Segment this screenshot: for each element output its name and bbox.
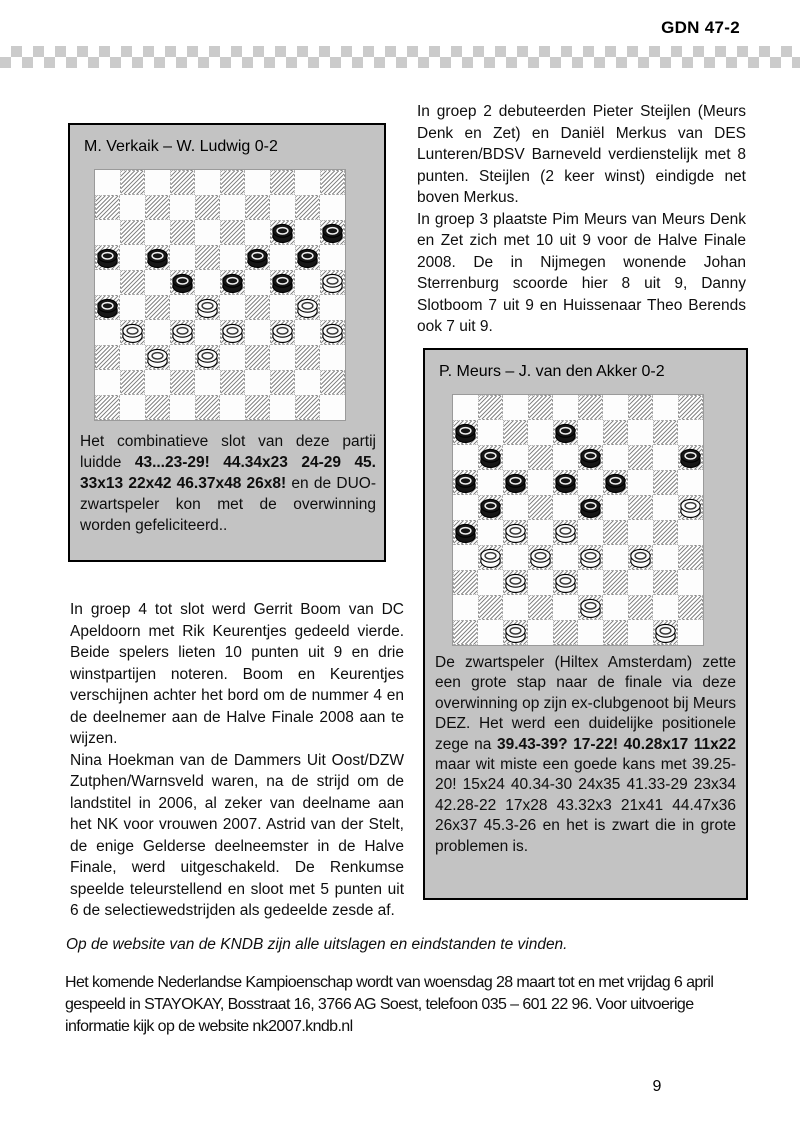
board-square [678,445,703,470]
board-square [170,245,195,270]
white-man-piece [504,522,527,544]
board-square [245,220,270,245]
white-man-piece [654,622,677,644]
board-square [220,270,245,295]
board-square [245,195,270,220]
board-square [195,170,220,195]
board-square [603,395,628,420]
board-square [270,270,295,295]
board-square [653,445,678,470]
black-man-piece [554,472,577,494]
board-square [553,570,578,595]
board-square [678,420,703,445]
board-square [653,595,678,620]
board-square [628,420,653,445]
board-square [528,395,553,420]
board-square [628,470,653,495]
white-man-piece [629,547,652,569]
board-square [578,520,603,545]
board-square [95,195,120,220]
board-square [195,295,220,320]
board-square [528,445,553,470]
black-man-piece [479,447,502,469]
board-square [453,395,478,420]
board-square [145,345,170,370]
board-square [195,395,220,420]
board-square [120,170,145,195]
board-square [170,320,195,345]
board-square [528,420,553,445]
board-square [170,170,195,195]
board-square [145,295,170,320]
board-square [120,270,145,295]
board-square [478,520,503,545]
draughts-board-left [95,170,345,420]
black-man-piece [579,447,602,469]
black-man-piece [271,222,294,244]
white-man-piece [121,322,144,344]
paragraph-groep2: In groep 2 debuteerden Pieter Steijlen (Meurs Denk en Zet) en Daniël Merkus van DES Lunteren/BDSV Barneveld verdienstelijk met 8 punten. Steijlen (2 keer winst) eindigde net boven Merkus. [417,103,746,206]
board-square [195,370,220,395]
board-square [628,595,653,620]
board-square [578,445,603,470]
black-man-piece [96,297,119,319]
board-square [195,320,220,345]
board-square [170,295,195,320]
board-square [678,545,703,570]
board-square [295,295,320,320]
board-square [120,345,145,370]
board-square [628,545,653,570]
page-number: 9 [652,1078,662,1095]
kndb-website-note: Op de website van de KNDB zijn alle uitslagen en eindstanden te vinden. [66,936,568,953]
board-square [578,595,603,620]
board-square [120,295,145,320]
black-man-piece [504,472,527,494]
board-square [653,520,678,545]
board-square [320,320,345,345]
board-square [195,270,220,295]
white-man-piece [296,297,319,319]
board-square [95,295,120,320]
board-square [628,570,653,595]
board-square [578,620,603,645]
board-square [320,195,345,220]
board-square [145,170,170,195]
board-square [120,395,145,420]
board-square [320,370,345,395]
board-square [270,245,295,270]
board-square [653,470,678,495]
white-man-piece [679,497,702,519]
board-square [120,245,145,270]
board-square [553,420,578,445]
right-column-text [417,101,746,338]
board-square [270,395,295,420]
board-square [503,420,528,445]
left-column-text [70,599,404,922]
board-square [578,395,603,420]
black-man-piece [246,247,269,269]
white-man-piece [504,622,527,644]
board-square [453,570,478,595]
board-square [320,220,345,245]
board-square [295,370,320,395]
board-square [145,220,170,245]
black-man-piece [554,422,577,444]
board-square [170,370,195,395]
board-square [195,345,220,370]
board-square [320,395,345,420]
board-square [503,520,528,545]
board-square [653,620,678,645]
white-man-piece [271,322,294,344]
board-square [653,495,678,520]
board-square [145,370,170,395]
board-square [528,570,553,595]
white-man-piece [321,322,344,344]
board-square [528,545,553,570]
black-man-piece [479,497,502,519]
black-man-piece [604,472,627,494]
board-square [95,345,120,370]
checkerboard-divider [0,46,800,68]
board-square [145,270,170,295]
board-square [653,420,678,445]
black-man-piece [221,272,244,294]
black-man-piece [454,472,477,494]
board-square [95,370,120,395]
board-square [478,495,503,520]
white-man-piece [146,347,169,369]
board-square [603,495,628,520]
game-caption-right: De zwartspeler (Hiltex Amsterdam) zette een grote stap naar de finale via deze overwinning op zijn ex-clubgenoot bij Meurs DEZ. Het werd een duidelijke positionele zege na 39.43-39? 17-22! 40.28x17 11x22 maar wit miste een goede kans met 39.25-20! 15x24 40.34-30 24x35 41.33-29 23x34 42.28-22 17x28 43.32x3 21x41 44.47x36 26x37 45.3-26 en het is zwart die in grote problemen is. [435,654,736,855]
board-square [603,470,628,495]
board-square [453,595,478,620]
board-square [220,395,245,420]
board-square [478,395,503,420]
board-square [603,570,628,595]
board-square [653,545,678,570]
board-square [245,370,270,395]
white-man-piece [554,522,577,544]
board-square [628,620,653,645]
board-square [195,195,220,220]
board-square [503,495,528,520]
board-square [95,245,120,270]
board-square [270,320,295,345]
white-man-piece [171,322,194,344]
board-square [478,620,503,645]
board-square [503,620,528,645]
board-square [95,170,120,195]
board-square [220,170,245,195]
board-square [120,220,145,245]
board-square [553,470,578,495]
board-square [628,520,653,545]
board-square [453,445,478,470]
board-square [603,420,628,445]
black-man-piece [579,497,602,519]
board-square [320,295,345,320]
board-square [145,245,170,270]
board-square [245,295,270,320]
board-square [195,245,220,270]
board-square [628,445,653,470]
white-man-piece [579,597,602,619]
board-square [245,170,270,195]
paragraph-groep4: In groep 4 tot slot werd Gerrit Boom van DC Apeldoorn met Rik Keurentjes gedeeld vierde. Beide spelers lieten 10 punten uit 9 en drie winstpartijen noteren. Boom en Keurentjes verschijnen achter het bord om de nummer 4 en de deelnemer aan de Halve Finale 2008 aan te wijzen. [70,601,404,747]
board-square [145,395,170,420]
board-square [270,220,295,245]
board-square [245,345,270,370]
board-square [478,545,503,570]
board-square [528,520,553,545]
board-square [295,345,320,370]
black-man-piece [271,272,294,294]
board-square [553,545,578,570]
game-caption-left: Het combinatieve slot van deze partij luidde 43...23-29! 44.34x23 24-29 45. 33x13 22x42 46.37x48 26x8! en de DUO-zwartspeler kon met de overwinning worden gefeliciteerd.. [80,433,376,534]
board-square [528,595,553,620]
board-square [195,220,220,245]
board-square [553,520,578,545]
board-square [478,570,503,595]
black-man-piece [146,247,169,269]
board-square [478,445,503,470]
black-man-piece [454,522,477,544]
board-square [553,445,578,470]
board-square [578,470,603,495]
white-man-piece [221,322,244,344]
board-square [220,370,245,395]
white-man-piece [554,572,577,594]
board-square [245,320,270,345]
white-man-piece [196,347,219,369]
board-square [270,170,295,195]
board-square [603,520,628,545]
board-square [678,520,703,545]
board-square [320,270,345,295]
board-square [220,220,245,245]
game-box-verkaik-ludwig [68,123,386,562]
board-square [120,195,145,220]
white-man-piece [529,547,552,569]
board-square [453,470,478,495]
board-square [270,345,295,370]
board-square [528,470,553,495]
board-square [245,245,270,270]
board-square [478,595,503,620]
board-square [503,545,528,570]
board-square [220,345,245,370]
board-square [578,545,603,570]
board-square [270,370,295,395]
board-square [270,195,295,220]
board-square [295,395,320,420]
board-square [95,220,120,245]
white-man-piece [196,297,219,319]
paragraph-hoekman: Nina Hoekman van de Dammers Uit Oost/DZW Zutphen/Warnsveld waren, na de strijd om de landstitel in 2006, al zeker van deelname aan het NK voor vrouwen 2007. Astrid van der Stelt, de enige Gelderse deelneemster in de Halve Finale, werd uitgeschakeld. De Renkumse speelde teleurstellend en sloot met 5 punten uit 6 de selectiewedstrijden als gedeelde zesde af. [70,751,404,919]
board-square [528,495,553,520]
board-square [678,395,703,420]
board-square [678,495,703,520]
board-square [603,545,628,570]
board-square [503,445,528,470]
board-square [503,570,528,595]
board-square [95,270,120,295]
white-man-piece [504,572,527,594]
board-square [220,320,245,345]
board-square [553,595,578,620]
board-square [478,420,503,445]
board-square [628,495,653,520]
black-man-piece [171,272,194,294]
white-man-piece [479,547,502,569]
board-square [270,295,295,320]
black-man-piece [96,247,119,269]
board-square [653,570,678,595]
white-man-piece [321,272,344,294]
board-square [145,320,170,345]
board-square [603,620,628,645]
game-box-meurs-vandenakker [423,348,748,900]
board-square [170,345,195,370]
board-square [678,570,703,595]
board-square [295,170,320,195]
game-title-meurs-vandenakker: P. Meurs – J. van den Akker 0-2 [439,363,665,380]
board-square [478,470,503,495]
board-square [320,345,345,370]
board-square [503,395,528,420]
board-square [170,195,195,220]
game-title-verkaik-ludwig: M. Verkaik – W. Ludwig 0-2 [84,138,278,155]
black-man-piece [454,422,477,444]
board-square [220,295,245,320]
board-square [295,320,320,345]
board-square [553,620,578,645]
board-square [453,520,478,545]
board-square [295,270,320,295]
board-square [295,195,320,220]
board-square [320,245,345,270]
board-square [578,570,603,595]
board-square [603,445,628,470]
board-square [320,170,345,195]
page-header: GDN 47-2 [661,18,740,37]
board-square [245,395,270,420]
board-square [553,495,578,520]
board-square [578,420,603,445]
draughts-board-right [453,395,703,645]
board-square [95,395,120,420]
board-square [603,595,628,620]
white-man-piece [579,547,602,569]
board-square [120,370,145,395]
board-square [503,595,528,620]
championship-info: Het komende Nederlandse Kampioenschap wordt van woensdag 28 maart tot en met vrijdag 6 april gespeeld in STAYOKAY, Bosstraat 16, 3766 AG Soest, telefoon 035 – 601 22 96. Voor uitvoerige informatie kijk op de website nk2007.kndb.nl [65,974,714,1035]
board-square [453,620,478,645]
board-square [295,220,320,245]
black-man-piece [296,247,319,269]
black-man-piece [679,447,702,469]
board-square [95,320,120,345]
board-square [145,195,170,220]
board-square [220,245,245,270]
board-square [678,620,703,645]
board-square [170,220,195,245]
board-square [453,420,478,445]
board-square [678,595,703,620]
board-square [653,395,678,420]
board-square [578,495,603,520]
board-square [453,545,478,570]
paragraph-groep3: In groep 3 plaatste Pim Meurs van Meurs Denk en Zet zich met 10 uit 9 voor de Halve Finale 2008. De in Nijmegen wonende Johan Sterrenburg scoorde hier 8 uit 9, Danny Slotboom 7 uit 9 en Huissenaar Theo Berends ook 7 uit 9. [417,210,746,335]
board-square [528,620,553,645]
board-square [120,320,145,345]
board-square [678,470,703,495]
board-square [245,270,270,295]
board-square [220,195,245,220]
board-square [503,470,528,495]
board-square [170,395,195,420]
board-square [295,245,320,270]
board-square [553,395,578,420]
board-square [453,495,478,520]
board-square [170,270,195,295]
board-square [628,395,653,420]
black-man-piece [321,222,344,244]
